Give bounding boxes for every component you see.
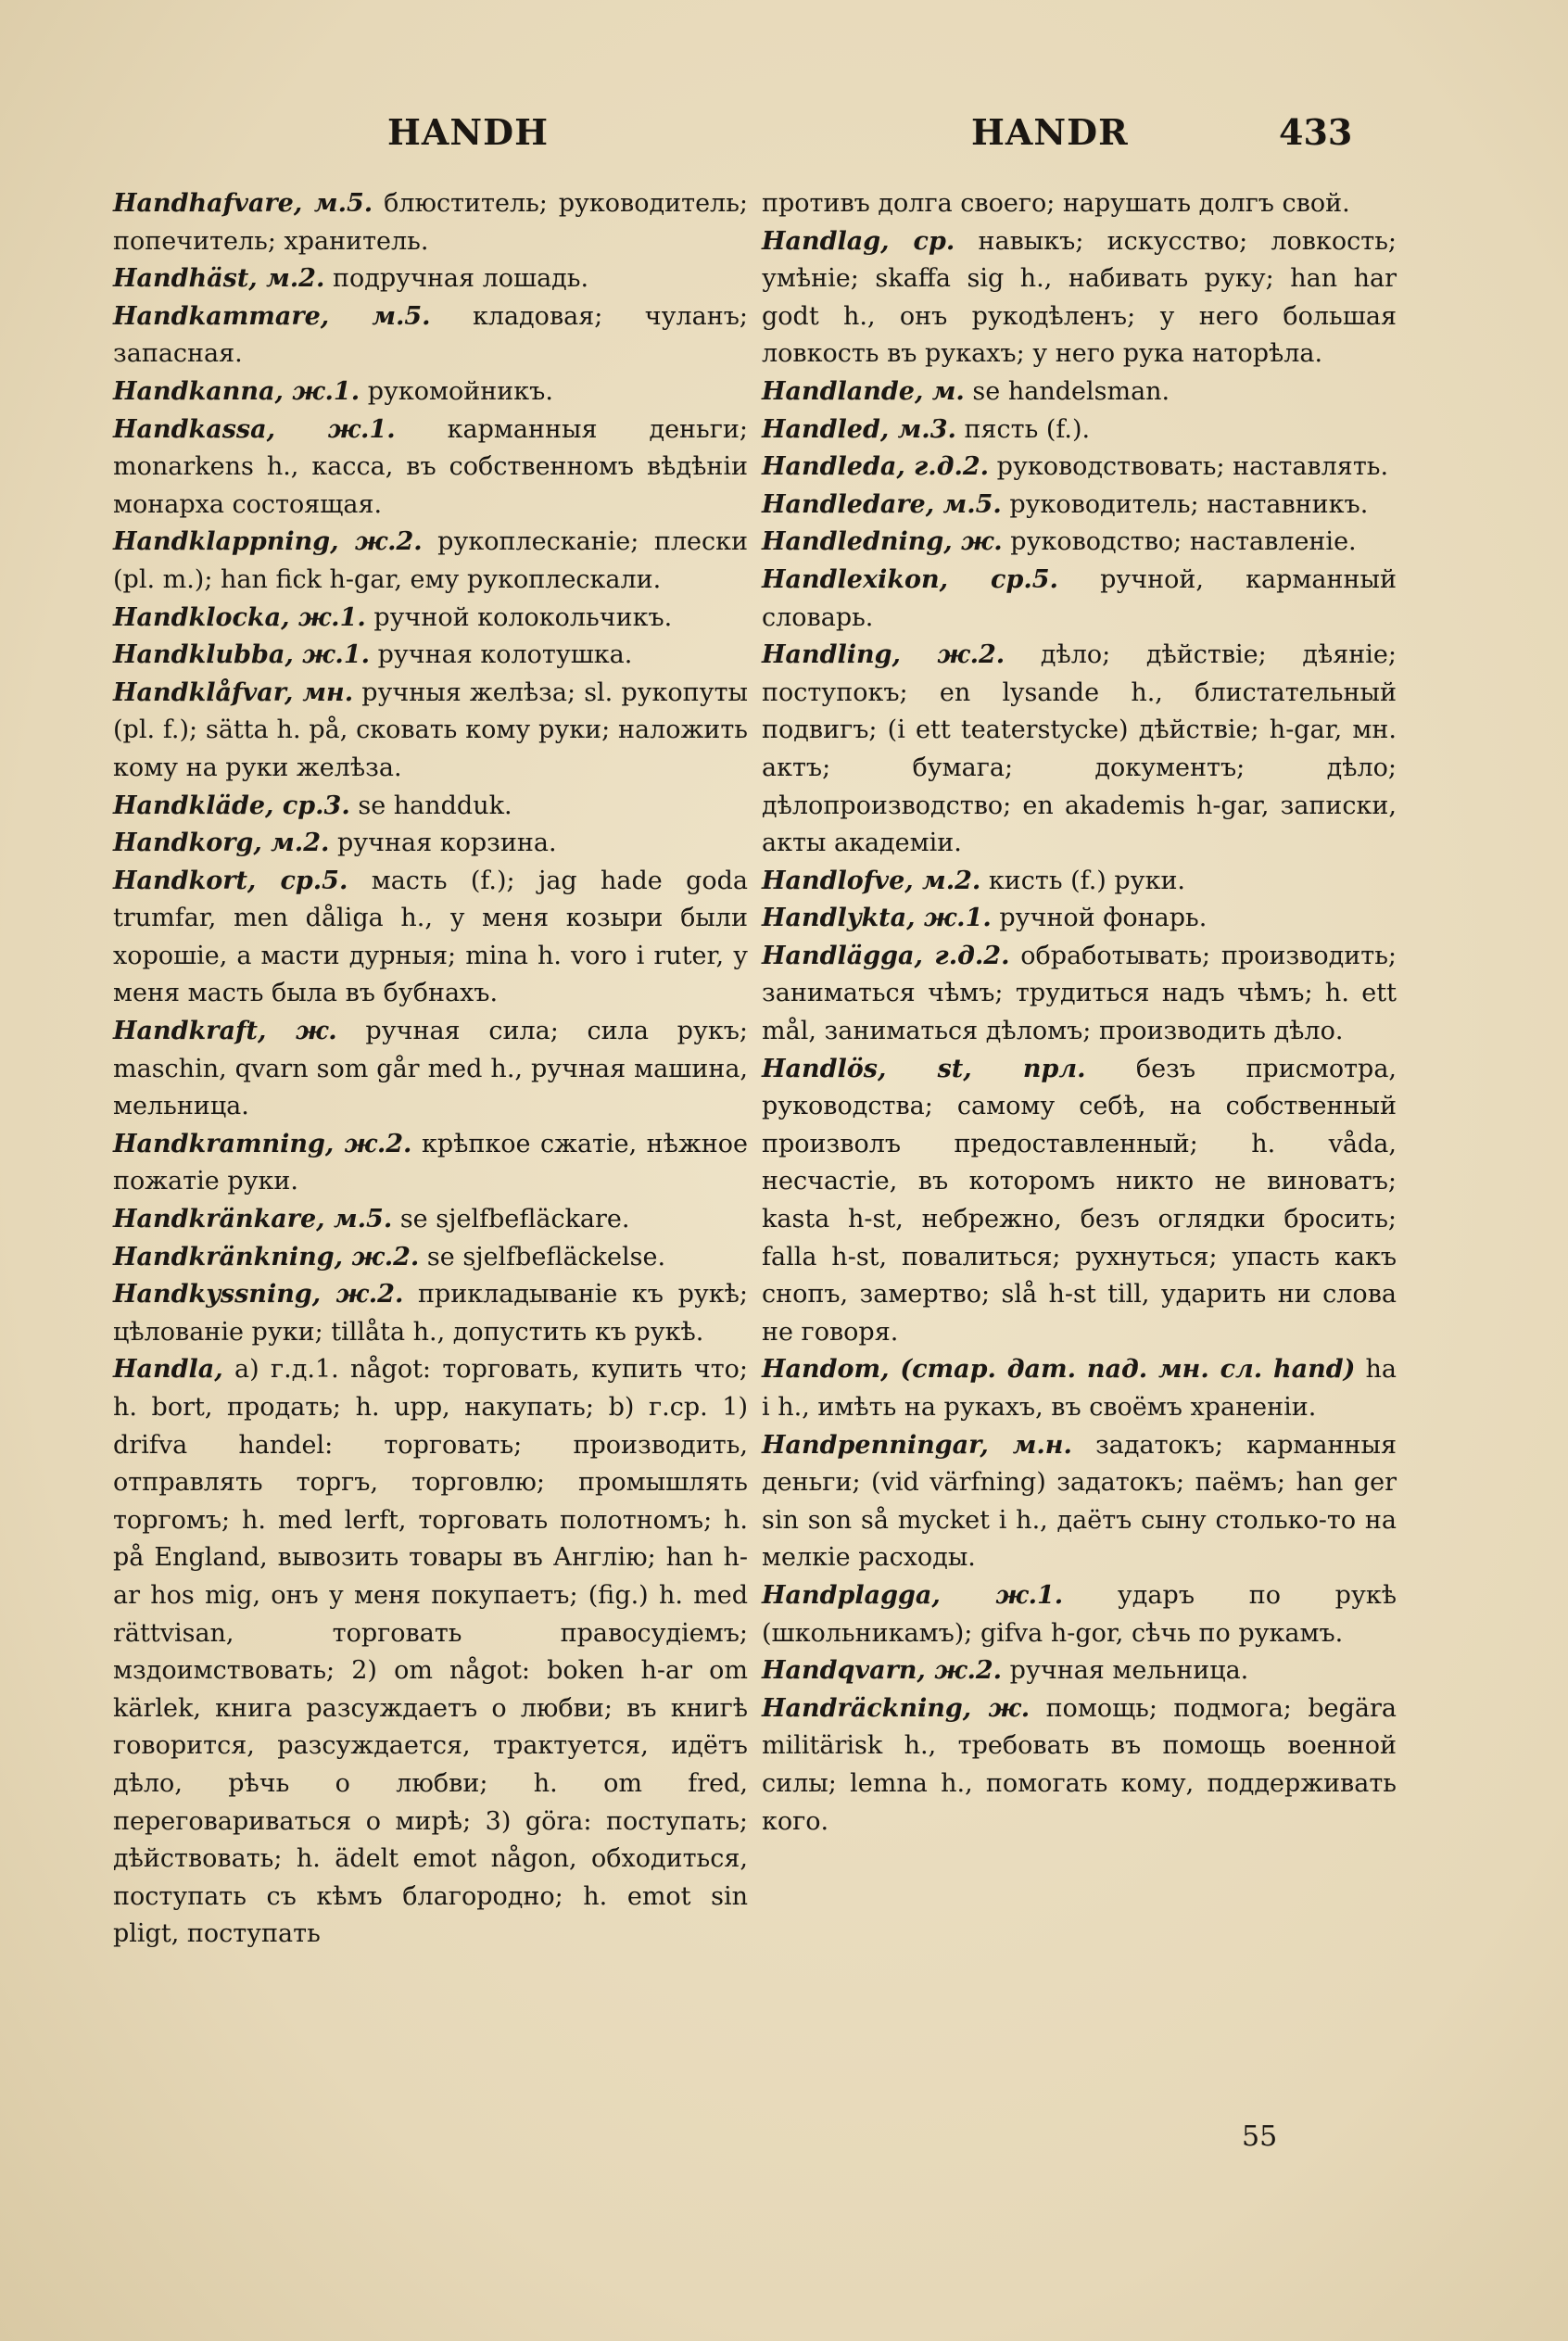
dictionary-entry: [762, 411, 1397, 449]
entry-headword: Handklocka, ж.1.: [113, 602, 366, 632]
entry-definition: a) г.д.1. något: торговать, купить что; h. bort, продать; h. upp, накупать; b) г.ср. 1) drifva handel: торговать; производить, отправлять торгъ, торговлю; промышлять торгомъ; h. med lerft, торговать полотномъ; h. på England, вывозить товары въ Англію; han h-ar hos mig, онъ у меня покупаетъ; (fig.) h. med rättvisan, торговать правосудіемъ; мздоимствовать; 2) om något: boken h-ar om kärlek, книга разсуждаетъ о любви; въ книгѣ говорится, разсуждается, трактуется, идётъ дѣло, рѣчь о любви; h. om fred, переговариваться о мирѣ; 3) göra: поступать; дѣйствовать; h. ädelt emot någon, обходиться, поступать съ кѣмъ благородно; h. emot sin pligt, поступать: [113, 1355, 748, 1949]
entry-headword: Handlexikon, ср.5.: [762, 564, 1058, 594]
entry-headword: Handlykta, ж.1.: [762, 904, 992, 933]
dictionary-entry: [762, 487, 1397, 525]
header-left-guide-word: HANDH: [387, 111, 549, 153]
entry-definition: карманныя деньги; monarkens h., касса, въ собственномъ вѣдѣніи монарха состоящая.: [113, 414, 748, 519]
entry-definition: руководство; наставленіе.: [1010, 527, 1357, 557]
dictionary-entry: [113, 675, 748, 788]
entry-headword: Handhäst, м.2.: [113, 264, 325, 294]
entry-definition: se sjelfbefläckare.: [399, 1205, 630, 1234]
entry-definition: ударъ по рукѣ (школьникамъ); gifva h-gor, сѣчь по рукамъ.: [762, 1580, 1397, 1648]
signature-mark: 55: [1242, 2120, 1278, 2153]
dictionary-entry: [113, 1126, 748, 1201]
entry-definition: ручная корзина.: [336, 829, 557, 858]
entry-headword: Handkyssning, ж.2.: [113, 1280, 404, 1310]
dictionary-entry: [762, 1351, 1397, 1426]
dictionary-entry: [113, 1201, 748, 1239]
dictionary-entry: [762, 1051, 1397, 1352]
entry-headword: Handledare, м.5.: [762, 489, 1002, 519]
entry-definition: ручной колокольчикъ.: [373, 602, 673, 632]
dictionary-entry: [113, 1239, 748, 1277]
dictionary-entry: [762, 562, 1397, 637]
entry-definition: пясть (f.).: [964, 414, 1091, 444]
header-right-guide-word: HANDR: [971, 111, 1129, 153]
dictionary-entry: [762, 1652, 1397, 1690]
entry-definition: se handelsman.: [972, 376, 1170, 406]
entry-definition: ручныя желѣза; sl. рукопуты (pl. f.); sätta h. på, сковать кому руки; наложить кому на руки желѣза.: [113, 677, 748, 782]
left-column: [113, 185, 748, 1954]
entry-definition: ручная сила; сила рукъ; maschin, qvarn som går med h., ручная машина, мельница.: [113, 1017, 748, 1121]
dictionary-entry: [762, 373, 1397, 411]
entry-definition: масть (f.); jag hade goda trumfar, men dåliga h., у меня козыри были хорошіе, а масти дурныя; mina h. voro i ruter, у меня масть была въ бубнахъ.: [113, 866, 748, 1008]
entry-headword: Handklappning, ж.2.: [113, 527, 423, 557]
entry-headword: Handkläde, ср.3.: [113, 791, 350, 820]
dictionary-entry: [113, 600, 748, 638]
dictionary-entry: [762, 900, 1397, 938]
entry-headword: Handkränkare, м.5.: [113, 1205, 393, 1234]
entry-headword: Handkammare, м.5.: [113, 301, 431, 331]
dictionary-entry: [762, 1577, 1397, 1652]
entry-definition: se sjelfbefläckelse.: [426, 1242, 666, 1272]
entry-definition: блюститель; руководитель; попечитель; хранитель.: [113, 189, 748, 256]
dictionary-entry: [113, 863, 748, 1013]
entry-definition: противъ долга своего; нарушать долгъ свой.: [762, 189, 1350, 218]
entry-headword: Handkorg, м.2.: [113, 829, 330, 858]
dictionary-entry: [113, 1351, 748, 1954]
dictionary-entry: [762, 637, 1397, 863]
dictionary-entry: [113, 260, 748, 298]
dictionary-entry: [762, 938, 1397, 1051]
entry-headword: Handplagga, ж.1.: [762, 1580, 1064, 1610]
entry-definition: ручная мельница.: [1009, 1656, 1249, 1686]
entry-headword: Handled, м.3.: [762, 414, 956, 444]
entry-definition: рукомойникъ.: [367, 376, 553, 406]
entry-headword: Handklåfvar, мн.: [113, 677, 354, 707]
entry-headword: Handkanna, ж.1.: [113, 376, 360, 406]
entry-headword: Handlös, st, прл.: [762, 1054, 1086, 1083]
entry-headword: Handpenningar, м.н.: [762, 1430, 1072, 1460]
dictionary-entry: [762, 223, 1397, 373]
entry-definition: прикладываніе къ рукѣ; цѣлованіе руки; tillåta h., допустить къ рукѣ.: [113, 1280, 748, 1347]
dictionary-entry: [113, 411, 748, 525]
entry-definition: дѣло; дѣйствіе; дѣяніе; поступокъ; en lysande h., блистательный подвигъ; (i ett teaterstycke) дѣйствіе; h-gar, мн. актъ; бумага; документъ; дѣло; дѣлопроизводство; en akademis h-gar, записки, акты академіи.: [762, 640, 1397, 858]
entry-definition: кладовая; чуланъ; запасная.: [113, 301, 748, 369]
entry-headword: Handleda, г.д.2.: [762, 452, 990, 482]
entry-definition: руководитель; наставникъ.: [1009, 489, 1369, 519]
dictionary-entry: [762, 1427, 1397, 1577]
entry-definition: ручная колотушка.: [377, 640, 633, 670]
entry-definition: se handduk.: [358, 791, 512, 820]
entry-definition: кисть (f.) руки.: [988, 866, 1186, 895]
dictionary-entry: [113, 1013, 748, 1126]
entry-headword: Handlag, ср.: [762, 226, 955, 256]
dictionary-entry: [113, 1276, 748, 1351]
entry-definition: безъ присмотра, руководства; самому себѣ, на собственный произволъ предоставленный; h. våda, несчастіе, въ которомъ никто не виноватъ; kasta h-st, небрежно, безъ оглядки бросить; falla h-st, повалиться; рухнуться; упасть какъ снопъ, замертво; slå h-st till, ударить ни слова не говоря.: [762, 1054, 1397, 1347]
entry-headword: Handklubba, ж.1.: [113, 640, 371, 670]
entry-definition: крѣпкое сжатіе, нѣжное пожатіе руки.: [113, 1129, 749, 1196]
entry-headword: Handlofve, м.2.: [762, 866, 981, 895]
entry-definition: руководствовать; наставлять.: [996, 452, 1389, 482]
entry-headword: Handom, (стар. дат. пад. мн. сл. hand): [762, 1355, 1356, 1385]
dictionary-entry: [113, 637, 748, 675]
entry-definition: помощь; подмога; begära militärisk h., требовать въ помощь военной силы; lemna h., помогать кому, поддерживать кого.: [762, 1693, 1397, 1836]
entry-headword: Handqvarn, ж.2.: [762, 1656, 1003, 1686]
entry-headword: Handkramning, ж.2.: [113, 1129, 412, 1158]
entry-definition: рукоплесканіе; плески (pl. m.); han fick h-gar, ему рукоплескали.: [113, 527, 748, 594]
dictionary-entry: [762, 1690, 1397, 1841]
entry-headword: Handkränkning, ж.2.: [113, 1242, 420, 1272]
entry-definition: ручной, карманный словарь.: [762, 564, 1397, 632]
entry-headword: Handling, ж.2.: [762, 640, 1005, 670]
page-header: [0, 111, 1568, 167]
entry-definition: задатокъ; карманныя деньги; (vid värfning) задатокъ; паёмъ; han ger sin son så mycket i h., даётъ сыну столько-то на мелкіе расходы.: [762, 1430, 1397, 1573]
entry-definition: подручная лошадь.: [332, 264, 589, 294]
entry-headword: Handkraft, ж.: [113, 1017, 337, 1046]
entry-headword: Handledning, ж.: [762, 527, 1003, 557]
dictionary-entry: [113, 524, 748, 599]
dictionary-entry: [762, 449, 1397, 487]
entry-definition: навыкъ; искусство; ловкость; умѣніе; skaffa sig h., набивать руку; han har godt h., онъ рукодѣленъ; у него большая ловкость въ рукахъ; у него рука наторѣла.: [762, 226, 1397, 369]
dictionary-entry: [762, 863, 1397, 901]
entry-definition: ручной фонарь.: [999, 904, 1208, 933]
entry-headword: Handräckning, ж.: [762, 1693, 1031, 1723]
entry-headword: Handla,: [113, 1355, 223, 1385]
right-column: [762, 185, 1397, 1841]
entry-definition: ha i h., имѣть на рукахъ, въ своёмъ храненіи.: [762, 1355, 1397, 1422]
dictionary-entry: [113, 825, 748, 863]
entry-headword: Handlägga, г.д.2.: [762, 941, 1010, 970]
page-number: 433: [1279, 111, 1353, 153]
dictionary-entry: [113, 788, 748, 826]
dictionary-entry: [113, 373, 748, 411]
dictionary-entry: [113, 185, 748, 260]
dictionary-entry: [113, 298, 748, 373]
entry-headword: Handlande, м.: [762, 376, 965, 406]
entry-headword: Handkort, ср.5.: [113, 866, 348, 895]
dictionary-entry: [762, 185, 1397, 223]
entry-headword: Handkassa, ж.1.: [113, 414, 396, 444]
entry-definition: обработывать; производить; заниматься чѣмъ; трудиться надъ чѣмъ; h. ett mål, заниматься дѣломъ; производить дѣло.: [762, 941, 1397, 1046]
dictionary-entry: [762, 524, 1397, 562]
entry-headword: Handhafvare, м.5.: [113, 189, 373, 218]
